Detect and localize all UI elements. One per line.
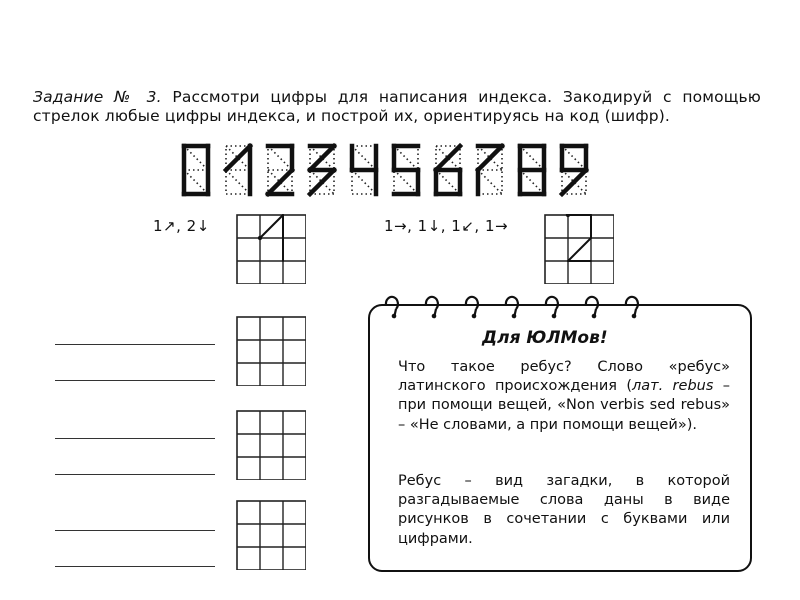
binding-ring xyxy=(466,297,478,318)
digit-sample-8 xyxy=(520,146,544,194)
note-paragraph-1: Что такое ребус? Слово «ребус» латинского происхождения (лат. rebus – при помощи вещей, «Non verbis sed rebus» – «Не словами, а при помощи вещей»). xyxy=(398,359,731,433)
answer-line[interactable] xyxy=(55,380,215,381)
example-code-1: 1↗, 2↓ xyxy=(153,217,210,235)
task-body: Рассмотри цифры для написания индекса. Закодируй с помощью стрелок любые цифры индекса, и построй их, ориентируясь на код (шифр). xyxy=(33,88,761,125)
digit-sample-1 xyxy=(226,146,250,194)
empty-grid-3[interactable] xyxy=(236,500,306,570)
note-title: Для ЮЛМов! xyxy=(482,328,608,348)
binding-ring xyxy=(386,297,398,318)
example-grid-1 xyxy=(236,214,306,284)
task-label: Задание № 3. xyxy=(33,88,162,106)
notepad-box xyxy=(368,304,752,572)
task-text xyxy=(33,88,761,126)
digit-sample-2 xyxy=(268,146,292,194)
answer-line[interactable] xyxy=(55,344,215,345)
answer-line[interactable] xyxy=(55,566,215,567)
digit-code-samples xyxy=(180,142,600,198)
spiral-binding xyxy=(380,293,640,319)
example-code-2: 1→, 1↓, 1↙, 1→ xyxy=(384,217,509,235)
binding-ring xyxy=(506,297,518,318)
answer-line[interactable] xyxy=(55,474,215,475)
digit-sample-9 xyxy=(562,146,586,194)
digit-sample-7 xyxy=(478,146,502,194)
digit-sample-5 xyxy=(394,146,418,194)
example-grid-2 xyxy=(544,214,614,284)
answer-line[interactable] xyxy=(55,438,215,439)
digit-sample-0 xyxy=(184,146,208,194)
answer-line[interactable] xyxy=(55,530,215,531)
digit-sample-4 xyxy=(352,146,376,194)
binding-ring xyxy=(626,297,638,318)
note-paragraph-2: Ребус – вид загадки, в которой разгадываемые слова даны в виде рисунков в сочетании с буквами или цифрами. xyxy=(398,473,730,547)
empty-grid-1[interactable] xyxy=(236,316,306,386)
digit-sample-6 xyxy=(436,146,460,194)
binding-ring xyxy=(546,297,558,318)
empty-grid-2[interactable] xyxy=(236,410,306,480)
binding-ring xyxy=(586,297,598,318)
digit-sample-3 xyxy=(310,146,334,194)
binding-ring xyxy=(426,297,438,318)
